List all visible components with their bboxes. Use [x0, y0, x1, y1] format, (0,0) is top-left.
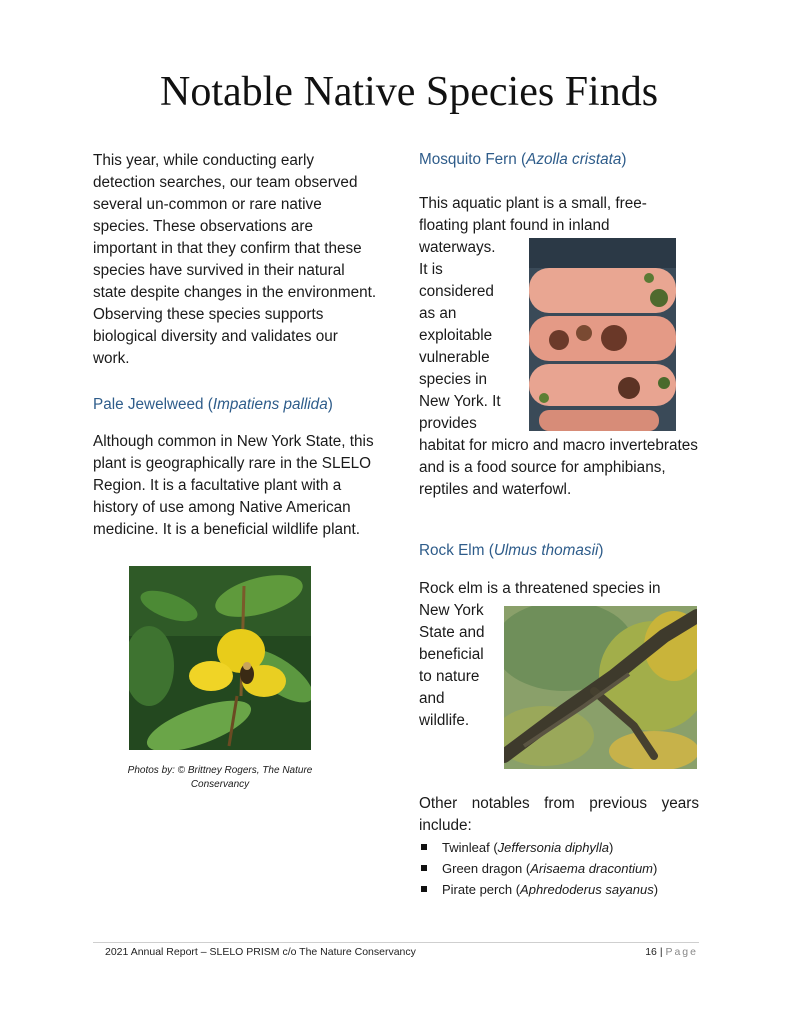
- page-word: Page: [665, 946, 698, 958]
- notable-name: Pirate perch: [442, 882, 513, 897]
- photo-caption: Photos by: © Brittney Rogers, The Nature Conservancy: [127, 765, 313, 790]
- mosquito-fern-line: This aquatic plant is a small, free-: [419, 195, 647, 212]
- rock-elm-line: State and: [419, 624, 485, 641]
- mosquito-fern-image: [529, 238, 676, 431]
- list-item: Green dragon (Arisaema dracontium): [419, 858, 709, 879]
- rock-elm-line: and: [419, 690, 445, 707]
- mosquito-fern-line: vulnerable: [419, 349, 490, 366]
- list-item: Pirate perch (Aphredoderus sayanus): [419, 879, 709, 900]
- pale-jewelweed-text: Although common in New York State, this plant is geographically rare in the SLELO Region. It is a facultative plant with a history of use among Native American medicine. It is a beneficial wildlife plant.: [93, 433, 374, 538]
- rock-elm-image: [504, 606, 697, 769]
- jewelweed-photo: [129, 566, 311, 750]
- bullet-icon: [421, 844, 427, 850]
- mosquito-fern-name: Mosquito Fern: [419, 151, 517, 168]
- pale-jewelweed-heading: Pale Jewelweed (Impatiens pallida): [93, 396, 333, 413]
- mosquito-fern-line: as an: [419, 305, 457, 322]
- intro-paragraph: This year, while conducting early detection searches, our team observed several un-common or rare native species. These observations are important in that they confirm that these species have survived in their natural state despite changes in the environment. Observing these species supports biological diversity and validates our work.: [93, 152, 377, 367]
- jewelweed-image: [129, 566, 311, 750]
- bullet-icon: [421, 886, 427, 892]
- rock-elm-line: to nature: [419, 668, 480, 685]
- rock-elm-line: wildlife.: [419, 712, 470, 729]
- page-title: Notable Native Species Finds: [160, 69, 659, 115]
- mosquito-fern-sci: Azolla cristata: [526, 151, 622, 168]
- rock-elm-name: Rock Elm: [419, 542, 485, 559]
- mosquito-fern-line: floating plant found in inland: [419, 217, 610, 234]
- mosquito-fern-heading: Mosquito Fern (Azolla cristata): [419, 151, 627, 168]
- notables-list: [419, 837, 709, 900]
- notable-sci: Jeffersonia diphylla: [497, 840, 609, 855]
- notable-sci: Aphredoderus sayanus: [520, 882, 654, 897]
- rock-elm-line: beneficial: [419, 646, 484, 663]
- mosquito-fern-line: considered: [419, 283, 494, 300]
- page-separator: |: [659, 946, 663, 958]
- rock-elm-photo: [504, 606, 697, 769]
- pale-jewelweed-name: Pale Jewelweed: [93, 396, 204, 413]
- mosquito-fern-line: exploitable: [419, 327, 493, 344]
- notable-name: Green dragon: [442, 861, 523, 876]
- rock-elm-line: New York: [419, 602, 484, 619]
- footer-divider: [93, 942, 699, 943]
- rock-elm-sci: Ulmus thomasii: [493, 542, 599, 559]
- mosquito-fern-line: New York. It: [419, 393, 501, 410]
- list-item: Twinleaf (Jeffersonia diphylla): [419, 837, 709, 858]
- notable-sci: Arisaema dracontium: [530, 861, 654, 876]
- notable-name: Twinleaf: [442, 840, 490, 855]
- bullet-icon: [421, 865, 427, 871]
- rock-elm-first-line: Rock elm is a threatened species in: [419, 580, 661, 597]
- mosquito-fern-line: species in: [419, 371, 488, 388]
- rock-elm-heading: Rock Elm (Ulmus thomasii): [419, 542, 604, 559]
- page-number: 16: [645, 946, 657, 958]
- footer-page-number: [645, 946, 698, 958]
- mosquito-fern-tail: habitat for micro and macro invertebrates and is a food source for amphibians, reptiles and waterfowl.: [419, 437, 698, 498]
- footer-report-title: 2021 Annual Report – SLELO PRISM c/o The Nature Conservancy: [105, 946, 416, 958]
- mosquito-fern-line: provides: [419, 415, 477, 432]
- mosquito-fern-line: It is: [419, 261, 443, 278]
- mosquito-fern-line: waterways.: [419, 239, 496, 256]
- pale-jewelweed-sci: Impatiens pallida: [212, 396, 328, 413]
- notables-intro: Other notables from previous years include:: [419, 795, 699, 834]
- mosquito-fern-photo: [529, 238, 676, 431]
